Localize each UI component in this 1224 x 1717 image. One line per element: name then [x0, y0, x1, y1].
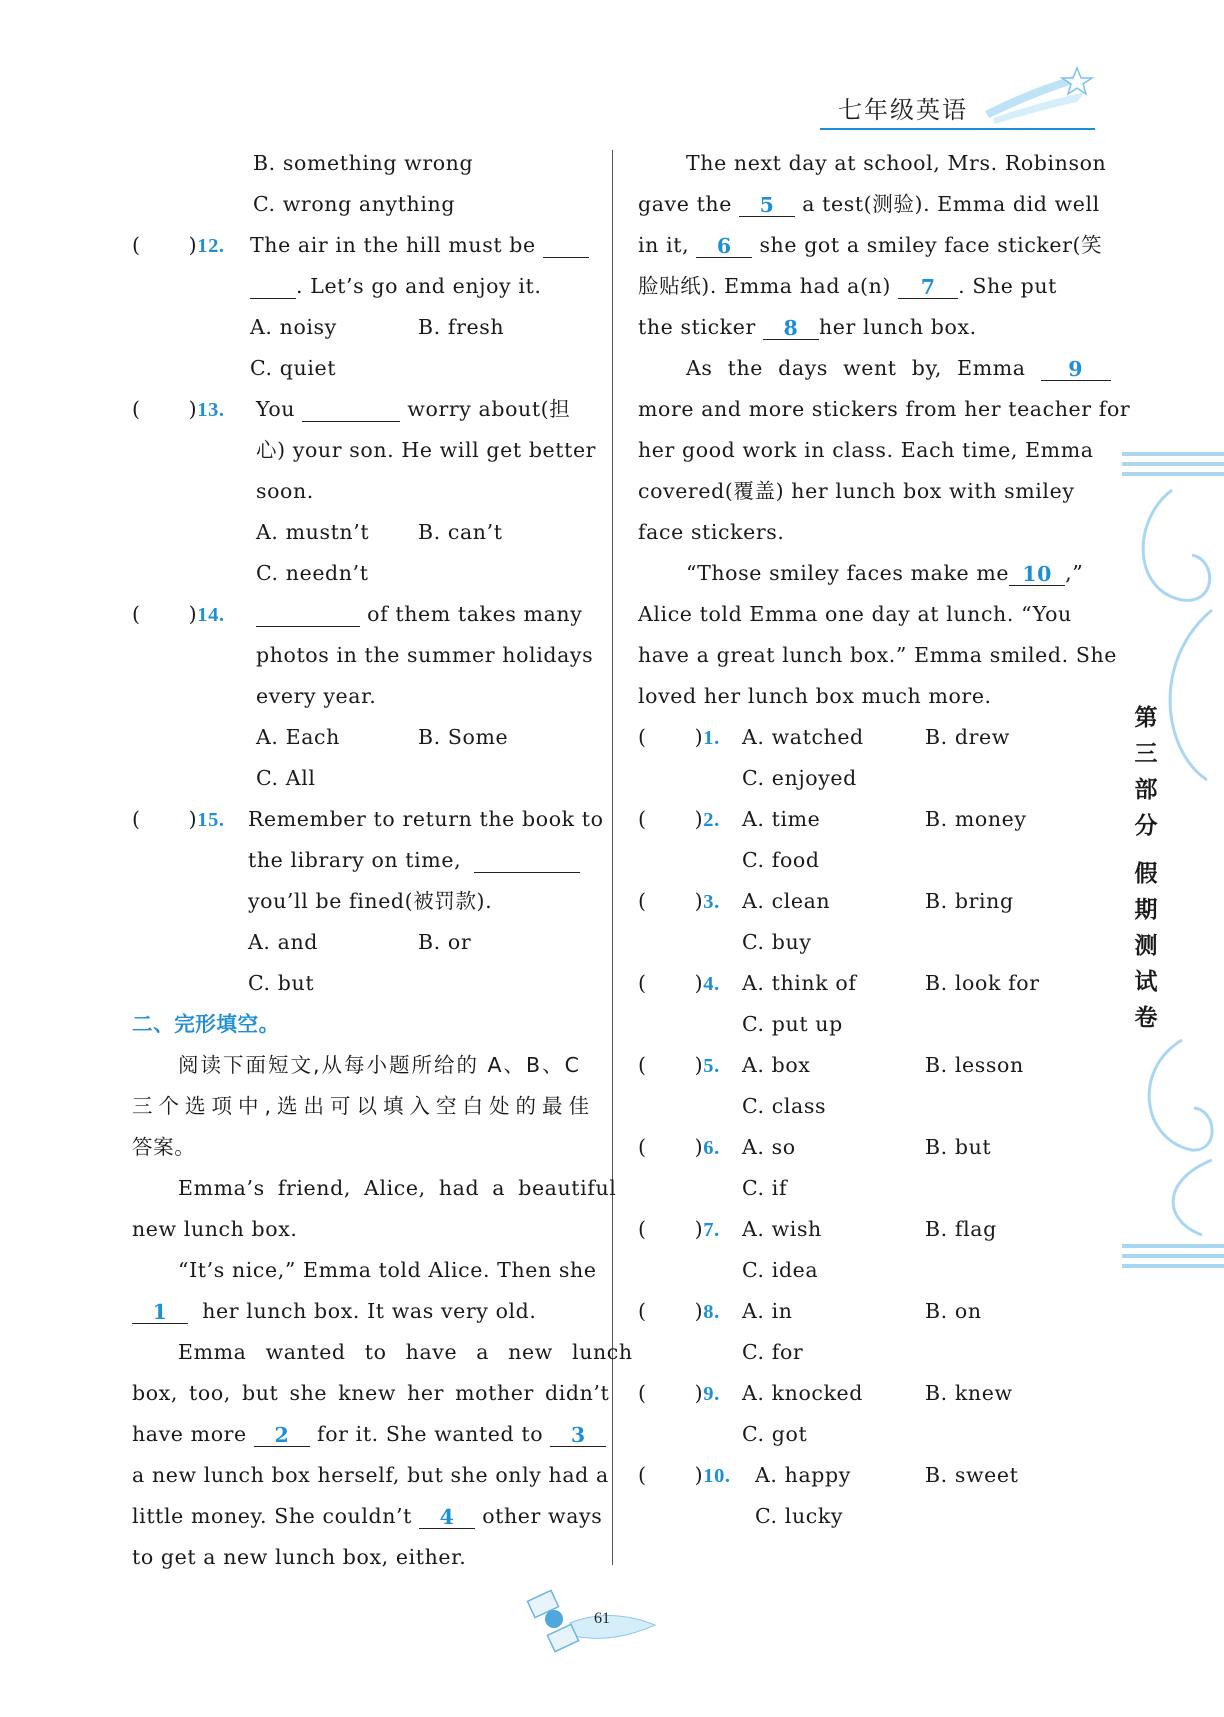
- side-tab-char: 期: [1134, 897, 1158, 923]
- cloze-option-c: C. food: [742, 848, 820, 872]
- q11-option-b: B. something wrong: [253, 151, 474, 175]
- side-tab-char: 假: [1134, 861, 1158, 887]
- cloze-option-a: A. think of: [742, 971, 857, 995]
- q12-option-a: A. noisy: [250, 315, 337, 339]
- cloze-answer-bracket-10[interactable]: ( )10.: [638, 1463, 731, 1487]
- passage-line: Emma wanted to have a new lunch: [178, 1340, 633, 1364]
- q14-option-b: B. Some: [418, 725, 509, 749]
- cloze-option-c: C. buy: [742, 930, 812, 954]
- q13-stem-3: soon.: [256, 479, 314, 503]
- satellite-decoration: [510, 1585, 660, 1655]
- passage-line: her good work in class. Each time, Emma: [638, 438, 1094, 462]
- cloze-answer-bracket-1[interactable]: ( )1.: [638, 725, 720, 749]
- cloze-option-c: C. got: [742, 1422, 808, 1446]
- cloze-option-b: B. flag: [925, 1217, 997, 1241]
- blank-7: 7: [920, 275, 936, 299]
- cloze-answer-bracket-7[interactable]: ( )7.: [638, 1217, 720, 1241]
- blank-9: 9: [1068, 357, 1084, 381]
- passage-line: the sticker 8 her lunch box.: [638, 315, 977, 340]
- q14-option-a: A. Each: [256, 725, 340, 749]
- cloze-option-c: C. for: [742, 1340, 804, 1364]
- q14-stem-1: of them takes many: [256, 601, 582, 627]
- passage-line: to get a new lunch box, either.: [132, 1545, 467, 1569]
- q12-stem-2: . Let’s go and enjoy it.: [250, 273, 541, 299]
- side-tab-char: 测: [1134, 933, 1158, 959]
- blank-3: 3: [570, 1423, 586, 1447]
- cloze-option-a: A. so: [742, 1135, 796, 1159]
- cloze-option-b: B. knew: [925, 1381, 1013, 1405]
- passage-line: have more 2 for it. She wanted to 3: [132, 1421, 606, 1447]
- cloze-option-b: B. but: [925, 1135, 992, 1159]
- cloze-option-b: B. sweet: [925, 1463, 1019, 1487]
- side-tab-char: 部: [1134, 777, 1158, 803]
- passage-line: little money. She couldn’t 4 other ways: [132, 1504, 603, 1529]
- q15-stem-3: you’ll be fined(被罚款).: [248, 889, 493, 913]
- passage-line: “It’s nice,” Emma told Alice. Then she: [178, 1258, 597, 1282]
- blank-10: 10: [1022, 562, 1052, 586]
- cloze-answer-bracket-9[interactable]: ( )9.: [638, 1381, 720, 1405]
- q13-stem-1: You worry about(担: [256, 397, 571, 421]
- cloze-option-b: B. money: [925, 807, 1027, 831]
- blank-4: 4: [439, 1505, 455, 1529]
- q12-option-c: C. quiet: [250, 356, 337, 380]
- passage-line: have a great lunch box.” Emma smiled. She: [638, 643, 1118, 667]
- passage-line: 脸贴纸). Emma had a(n) 7 . She put: [638, 274, 1058, 299]
- blank-1: 1: [152, 1300, 168, 1324]
- cloze-option-c: C. class: [742, 1094, 827, 1118]
- cloze-option-b: B. lesson: [925, 1053, 1024, 1077]
- cloze-option-a: A. knocked: [742, 1381, 863, 1405]
- blank-5: 5: [759, 193, 775, 217]
- blank-8: 8: [783, 316, 799, 340]
- passage-line: Alice told Emma one day at lunch. “You: [638, 602, 1072, 626]
- cloze-option-a: A. in: [742, 1299, 793, 1323]
- q15-option-b: B. or: [418, 930, 472, 954]
- q14-answer-bracket[interactable]: ( )14.: [132, 602, 225, 626]
- q13-stem-2: 心) your son. He will get better: [256, 438, 597, 462]
- passage-line: more and more stickers from her teacher for: [638, 397, 1131, 421]
- cloze-option-b: B. drew: [925, 725, 1010, 749]
- cloze-option-c: C. if: [742, 1176, 788, 1200]
- blank-2: 2: [274, 1423, 290, 1447]
- cloze-option-b: B. look for: [925, 971, 1040, 995]
- passage-line: new lunch box.: [132, 1217, 298, 1241]
- q15-option-c: C. but: [248, 971, 315, 995]
- q12-answer-bracket[interactable]: ( )12.: [132, 233, 225, 257]
- cloze-option-c: C. enjoyed: [742, 766, 857, 790]
- passage-line: The next day at school, Mrs. Robinson: [686, 151, 1107, 175]
- q14-option-c: C. All: [256, 766, 316, 790]
- side-section-tab: [1122, 700, 1170, 1036]
- q13-option-b: B. can’t: [418, 520, 503, 544]
- cloze-answer-bracket-4[interactable]: ( )4.: [638, 971, 720, 995]
- cloze-option-a: A. box: [742, 1053, 811, 1077]
- cloze-option-c: C. lucky: [755, 1504, 844, 1528]
- cloze-instruction-3: 答案。: [132, 1135, 196, 1159]
- cloze-option-c: C. idea: [742, 1258, 819, 1282]
- page-header-title: 七年级英语: [838, 96, 968, 124]
- side-tab-char: 分: [1134, 813, 1158, 839]
- q12-stem-1: The air in the hill must be: [250, 232, 589, 258]
- section-title-cloze: 二、完形填空。: [132, 1012, 280, 1036]
- q15-stem-1: Remember to return the book to: [248, 807, 604, 831]
- cloze-option-a: A. happy: [755, 1463, 851, 1487]
- cloze-option-b: B. bring: [925, 889, 1014, 913]
- cloze-answer-bracket-6[interactable]: ( )6.: [638, 1135, 720, 1159]
- cloze-answer-bracket-5[interactable]: ( )5.: [638, 1053, 720, 1077]
- passage-line: covered(覆盖) her lunch box with smiley: [638, 479, 1075, 503]
- cloze-answer-bracket-2[interactable]: ( )2.: [638, 807, 720, 831]
- q12-option-b: B. fresh: [418, 315, 505, 339]
- passage-line: face stickers.: [638, 520, 785, 544]
- q15-answer-bracket[interactable]: ( )15.: [132, 807, 225, 831]
- side-tab-char: 第: [1134, 705, 1158, 731]
- passage-line: “Those smiley faces make me 10 ,”: [686, 561, 1084, 586]
- header-rule: [820, 128, 1095, 130]
- cloze-instruction-2: 三个选项中,选出可以填入空白处的最佳: [132, 1094, 596, 1118]
- q14-stem-2: photos in the summer holidays: [256, 643, 594, 667]
- passage-line: gave the 5 a test(测验). Emma did well: [638, 192, 1100, 217]
- passage-line: As the days went by, Emma 9: [686, 355, 1111, 381]
- cloze-instruction-1: 阅读下面短文,从每小题所给的 A、B、C: [178, 1053, 581, 1077]
- q13-answer-bracket[interactable]: ( )13.: [132, 397, 225, 421]
- q13-option-a: A. mustn’t: [256, 520, 370, 544]
- passage-line: in it, 6 she got a smiley face sticker(笑: [638, 233, 1103, 258]
- passage-line: loved her lunch box much more.: [638, 684, 992, 708]
- cloze-option-a: A. watched: [742, 725, 864, 749]
- cloze-option-b: B. on: [925, 1299, 982, 1323]
- q14-stem-3: every year.: [256, 684, 377, 708]
- cloze-option-a: A. time: [742, 807, 821, 831]
- cloze-option-a: A. clean: [742, 889, 831, 913]
- side-tab-char: 试: [1134, 969, 1158, 995]
- cloze-option-c: C. put up: [742, 1012, 843, 1036]
- q13-option-c: C. needn’t: [256, 561, 369, 585]
- page-number: 61: [594, 1610, 610, 1627]
- cloze-answer-bracket-3[interactable]: ( )3.: [638, 889, 720, 913]
- passage-line: Emma’s friend, Alice, had a beautiful: [178, 1176, 617, 1200]
- q15-option-a: A. and: [248, 930, 318, 954]
- blank-6: 6: [716, 234, 732, 258]
- q11-option-c: C. wrong anything: [253, 192, 456, 216]
- q15-stem-2: the library on time,: [248, 847, 580, 873]
- passage-line: 1 her lunch box. It was very old.: [132, 1298, 537, 1324]
- side-tab-char: 卷: [1134, 1005, 1158, 1031]
- passage-line: box, too, but she knew her mother didn’t: [132, 1381, 610, 1405]
- side-tab-char: 三: [1134, 741, 1158, 767]
- cloze-option-a: A. wish: [742, 1217, 822, 1241]
- shooting-star-decoration: [985, 66, 1095, 128]
- cloze-answer-bracket-8[interactable]: ( )8.: [638, 1299, 720, 1323]
- passage-line: a new lunch box herself, but she only had a: [132, 1463, 609, 1487]
